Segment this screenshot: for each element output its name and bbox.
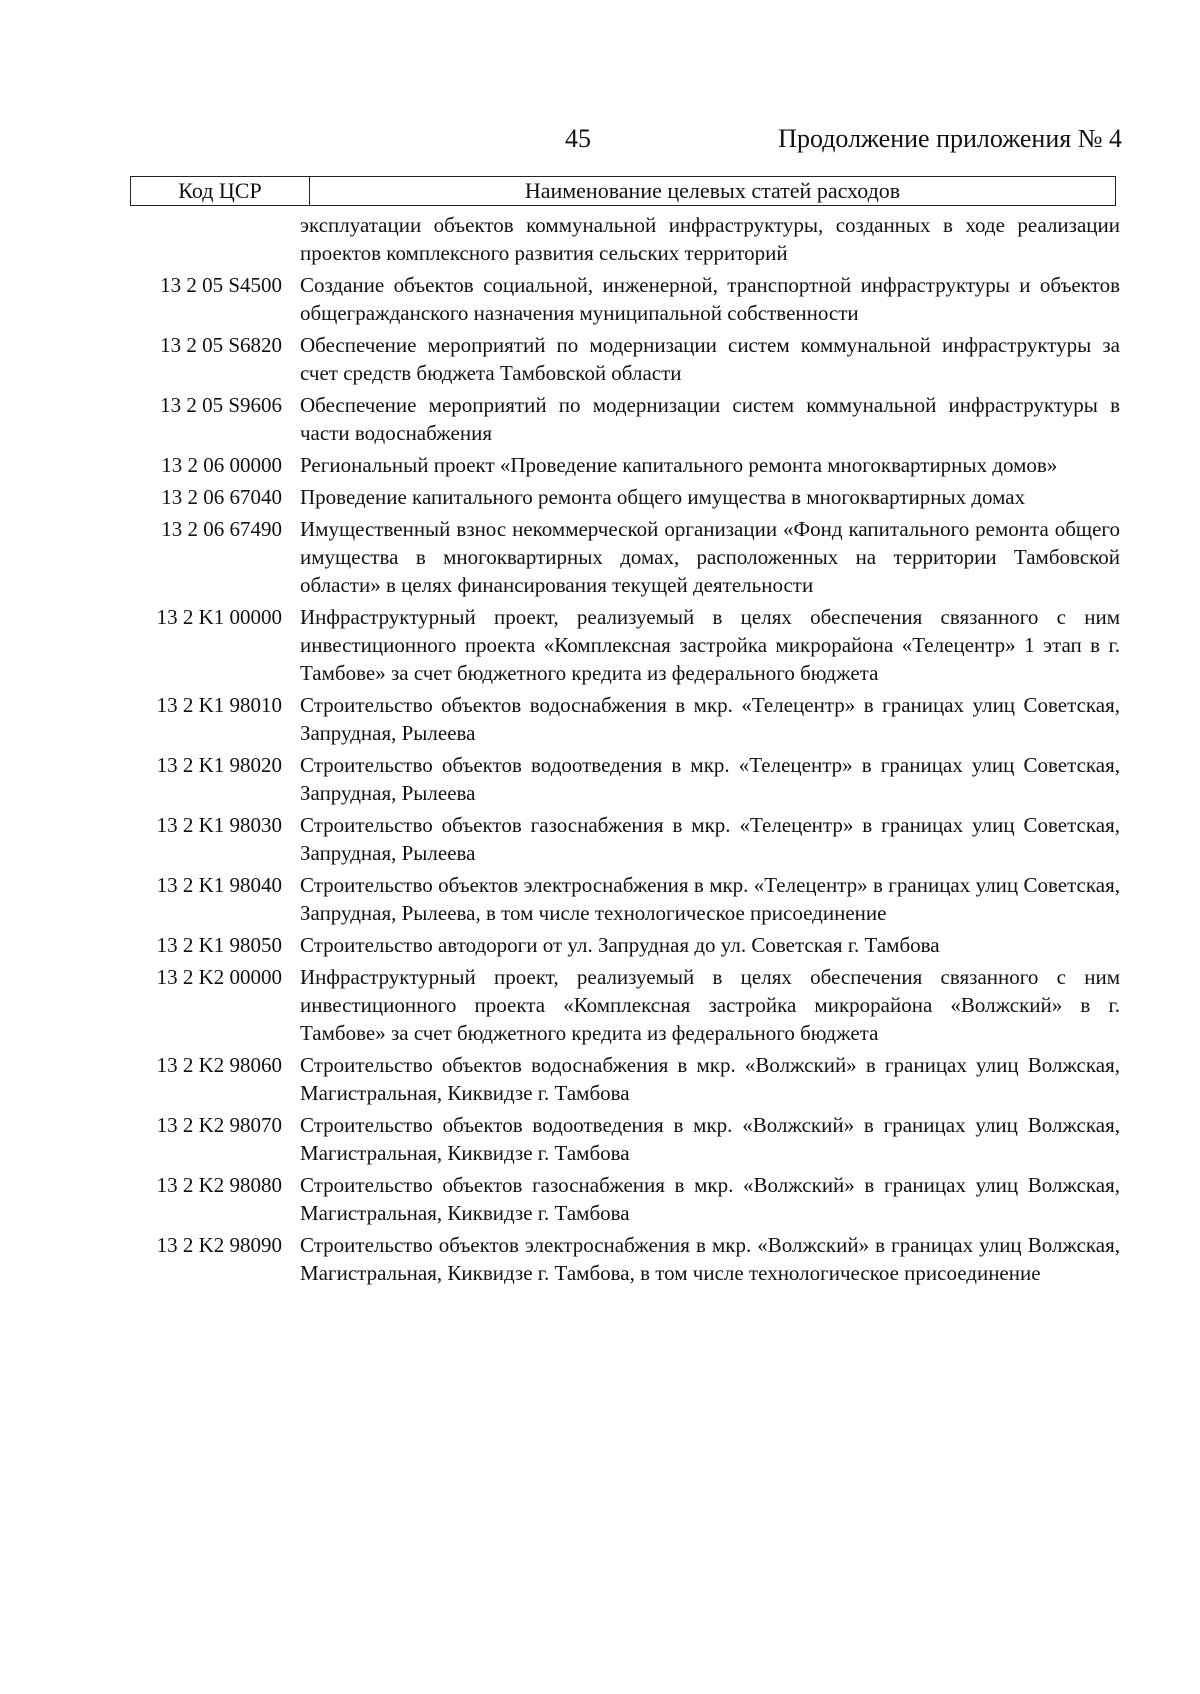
row-code: 13 2 05 S9606 xyxy=(160,393,282,417)
row-code: 13 2 K2 98060 xyxy=(156,1053,282,1077)
table-row xyxy=(130,391,1120,447)
table-row xyxy=(130,331,1120,387)
table-row xyxy=(130,211,1120,267)
table-row xyxy=(130,751,1120,807)
row-code xyxy=(130,211,300,267)
table-row xyxy=(130,963,1120,1047)
table-row xyxy=(130,1111,1120,1167)
table-row xyxy=(130,931,1120,959)
page-number: 45 xyxy=(565,124,591,153)
row-code: 13 2 K1 00000 xyxy=(156,605,282,629)
table-row xyxy=(130,515,1120,599)
table-row xyxy=(130,691,1120,747)
row-code: 13 2 06 67040 xyxy=(161,485,282,509)
row-code: 13 2 K2 98090 xyxy=(156,1233,282,1257)
row-name: Инфраструктурный проект, реализуемый в целях обеспечения связанного с ним инвестиционного проекта «Комплексная застройка микрорайона «Телецентр» 1 этап в г. Тамбове» за счет бюджетного кредита из федерального бюджета xyxy=(300,605,1120,685)
row-code: 13 2 06 67490 xyxy=(161,517,282,541)
row-name: Строительство объектов водоотведения в мкр. «Волжский» в границах улиц Волжская, Магистральная, Киквидзе г. Тамбова xyxy=(300,1113,1120,1165)
row-name: Строительство объектов газоснабжения в мкр. «Волжский» в границах улиц Волжская, Магистральная, Киквидзе г. Тамбова xyxy=(300,1173,1120,1225)
row-code: 13 2 K1 98050 xyxy=(156,933,282,957)
row-name: Обеспечение мероприятий по модернизации систем коммунальной инфраструктуры за счет средств бюджета Тамбовской области xyxy=(300,333,1120,385)
row-code: 13 2 K1 98030 xyxy=(156,813,282,837)
row-name: Имущественный взнос некоммерческой организации «Фонд капитального ремонта общего имущества в многоквартирных домах, расположенных на территории Тамбовской области» в целях финансирования текущей деятельности xyxy=(300,517,1120,597)
table-row xyxy=(130,871,1120,927)
row-code: 13 2 K2 98070 xyxy=(156,1113,282,1137)
table-body xyxy=(130,211,1120,1291)
appendix-note: Продолжение приложения № 4 xyxy=(778,124,1122,153)
table-row xyxy=(130,483,1120,511)
row-name: Обеспечение мероприятий по модернизации систем коммунальной инфраструктуры в части водоснабжения xyxy=(300,393,1120,445)
header-code: Код ЦСР xyxy=(131,177,310,205)
row-name: Строительство автодороги от ул. Запрудная до ул. Советская г. Тамбова xyxy=(300,933,940,957)
table-row xyxy=(130,1231,1120,1287)
row-code: 13 2 K2 00000 xyxy=(156,965,282,989)
row-code: 13 2 05 S6820 xyxy=(160,333,282,357)
row-name: Создание объектов социальной, инженерной, транспортной инфраструктуры и объектов общегражданского назначения муниципальной собственности xyxy=(300,273,1120,325)
row-name: Проведение капитального ремонта общего имущества в многоквартирных домах xyxy=(300,485,1026,509)
table-row xyxy=(130,1051,1120,1107)
row-code: 13 2 K1 98040 xyxy=(156,873,282,897)
row-name: эксплуатации объектов коммунальной инфраструктуры, созданных в ходе реализации проектов комплексного развития сельских территорий xyxy=(300,213,1120,265)
row-name: Строительство объектов водоснабжения в мкр. «Волжский» в границах улиц Волжская, Магистральная, Киквидзе г. Тамбова xyxy=(300,1053,1120,1105)
row-name: Строительство объектов газоснабжения в мкр. «Телецентр» в границах улиц Советская, Запрудная, Рылеева xyxy=(300,813,1120,865)
table-row xyxy=(130,451,1120,479)
row-code: 13 2 06 00000 xyxy=(161,453,282,477)
table-row xyxy=(130,271,1120,327)
table-row xyxy=(130,811,1120,867)
table-row xyxy=(130,1171,1120,1227)
row-code: 13 2 05 S4500 xyxy=(160,273,282,297)
header-name: Наименование целевых статей расходов xyxy=(524,178,901,203)
table-header xyxy=(130,176,1116,206)
row-name: Строительство объектов водоснабжения в мкр. «Телецентр» в границах улиц Советская, Запрудная, Рылеева xyxy=(300,693,1120,745)
row-code: 13 2 K2 98080 xyxy=(156,1173,282,1197)
row-name: Строительство объектов электроснабжения в мкр. «Телецентр» в границах улиц Советская, Запрудная, Рылеева, в том числе технологическое присоединение xyxy=(300,873,1120,925)
row-name: Строительство объектов электроснабжения в мкр. «Волжский» в границах улиц Волжская, Магистральная, Киквидзе г. Тамбова, в том числе технологическое присоединение xyxy=(300,1233,1120,1285)
table-row xyxy=(130,603,1120,687)
row-code: 13 2 K1 98010 xyxy=(156,693,282,717)
row-name: Инфраструктурный проект, реализуемый в целях обеспечения связанного с ним инвестиционного проекта «Комплексная застройка микрорайона «Волжский» в г. Тамбове» за счет бюджетного кредита из федерального бюджета xyxy=(300,965,1120,1045)
row-name: Строительство объектов водоотведения в мкр. «Телецентр» в границах улиц Советская, Запрудная, Рылеева xyxy=(300,753,1120,805)
row-name: Региональный проект «Проведение капитального ремонта многоквартирных домов» xyxy=(300,453,1058,477)
row-code: 13 2 K1 98020 xyxy=(156,753,282,777)
